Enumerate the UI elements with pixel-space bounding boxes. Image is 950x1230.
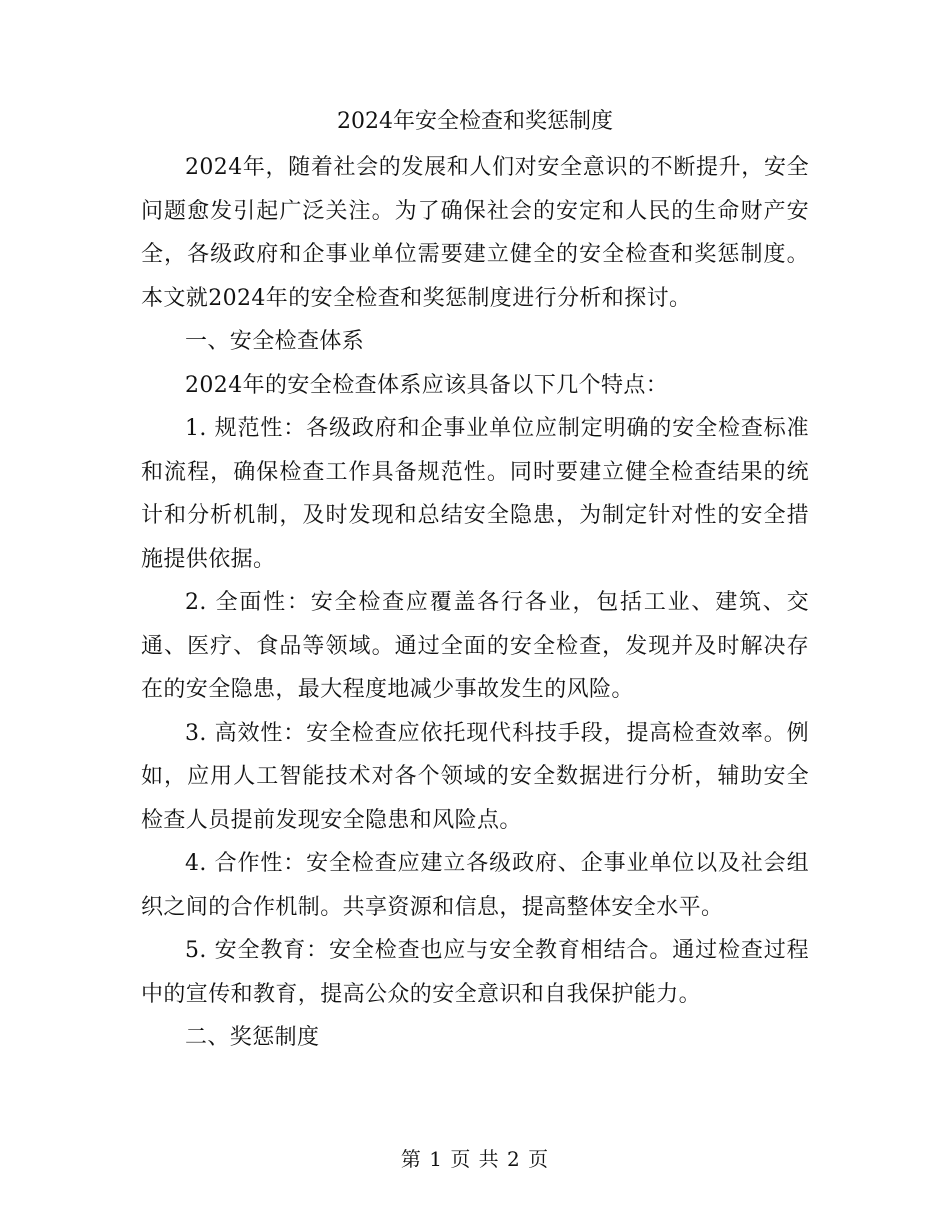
- section-lead-paragraph: 2024年的安全检查体系应该具备以下几个特点：: [185, 372, 669, 398]
- document-body: [141, 102, 809, 1060]
- intro-paragraph: 2024年，随着社会的发展和人们对安全意识的不断提升，安全问题愈发引起广泛关注。为了确保社会的安定和人民的生命财产安全，各级政府和企事业单位需要建立健全的安全检查和奖惩制度。本文就2024年的安全检查和奖惩制度进行分析和探讨。: [141, 155, 809, 311]
- point-paragraph-1: 1. 规范性：各级政府和企事业单位应制定明确的安全检查标准和流程，确保检查工作具备规范性。同时要建立健全检查结果的统计和分析机制，及时发现和总结安全隐患，为制定针对性的安全措施提供依据。: [141, 416, 809, 572]
- point-paragraph-4: 4. 合作性：安全检查应建立各级政府、企事业单位以及社会组织之间的合作机制。共享资源和信息，提高整体安全水平。: [141, 851, 809, 920]
- document-title: 2024年安全检查和奖惩制度: [337, 109, 613, 134]
- point-paragraph-3: 3. 高效性：安全检查应依托现代科技手段，提高检查效率。例如，应用人工智能技术对各个领域的安全数据进行分析，辅助安全检查人员提前发现安全隐患和风险点。: [141, 720, 809, 833]
- point-paragraph-5: 5. 安全教育：安全检查也应与安全教育相结合。通过检查过程中的宣传和教育，提高公众的安全意识和自我保护能力。: [141, 938, 809, 1007]
- point-paragraph-2: 2. 全面性：安全检查应覆盖各行各业，包括工业、建筑、交通、医疗、食品等领域。通过全面的安全检查，发现并及时解决存在的安全隐患，最大程度地减少事故发生的风险。: [141, 590, 809, 702]
- section-heading-inspection-system: 一、安全检查体系: [185, 329, 365, 354]
- page-number-footer: 第 1 页 共 2 页: [400, 1147, 550, 1171]
- section-heading-rewards-penalties: 二、奖惩制度: [185, 1025, 320, 1050]
